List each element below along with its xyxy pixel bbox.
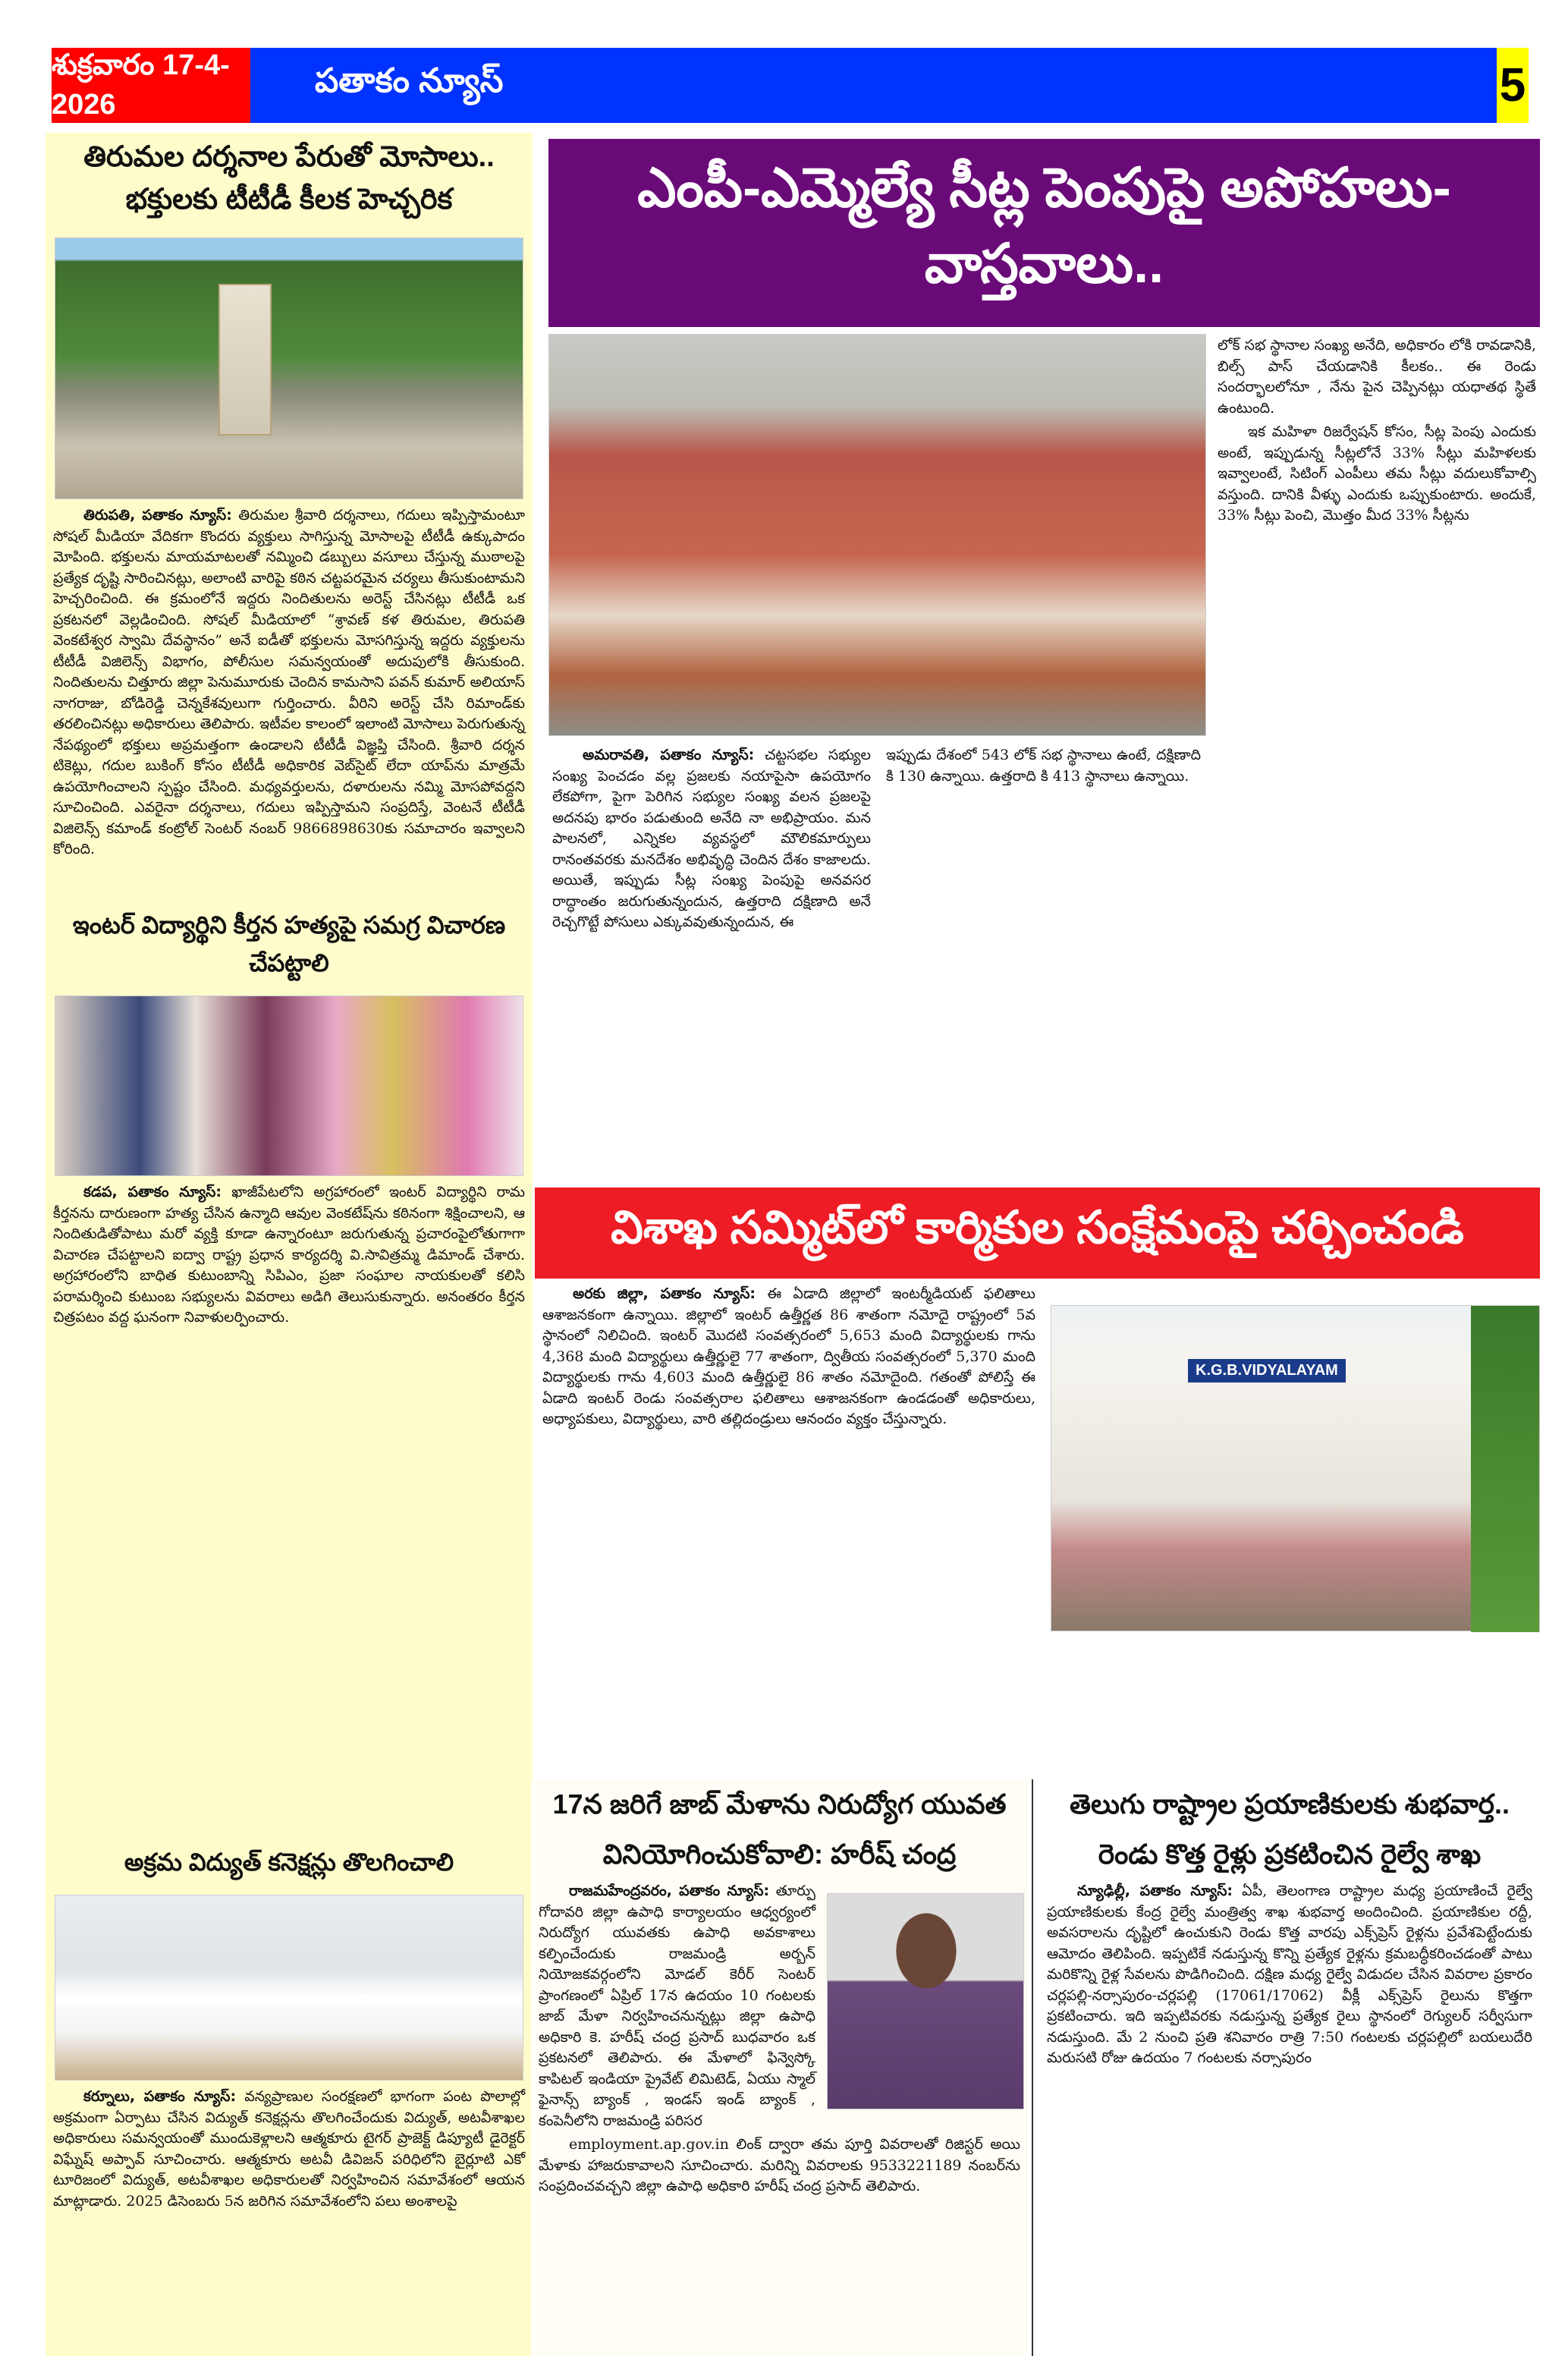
body-text: తూర్పు గోదావరి జిల్లా ఉపాధి కార్యాలయం ఆధ్వర్యంలో నిరుద్యోగ యువతకు ఉపాధి అవకాశాలు కల్పించేందుకు రాజమండ్రి అర్బన్ నియోజకవర్గంలోని మోడల్ కెరీర్ సెంటర్ ప్రాంగణంలో ఏప్రిల్ 17న ఉదయం 10 గంటలకు జాబ్ మేళా నిర్వహించనున్నట్లు జిల్లా ఉపాధి అధికారి కె. హరీష్ చంద్ర ప్రసాద్ బుధవారం ఒక ప్రకటనలో తెలిపారు. ఈ మేళాలో ఫిన్వెస్కో కాపిటల్ ఇండియా ప్రైవేట్ లిమిటెడ్, ఏయు స్మాల్ ఫైనాన్స్ బ్యాంక్ , ఇండస్ ఇండ్ బ్యాంక్ , కంపెనీలోని రాజమండ్రి పరిసర bbox=[539, 1883, 815, 2129]
masthead-date: శుక్రవారం 17-4-2026 bbox=[52, 48, 250, 123]
body-text: ఈ ఏడాది జిల్లాలో ఇంటర్మీడియట్ ఫలితాలు ఆశాజనకంగా ఉన్నాయి. జిల్లాలో ఇంటర్ ఉత్తీర్ణత 86 శాతంగా నమోదై రాష్ట్రంలో 5వ స్థానంలో నిలిచింది. ఇంటర్ మొదటి సంవత్సరంలో 5,653 మంది విద్యార్థులకు గాను 4,368 మంది విద్యార్థులు ఉత్తీర్ణులై 77 శాతంగా, ద్వితీయ సంవత్సరంలో 5,370 మంది విద్యార్థులకు గాను 4,603 మంది ఉత్తీర్ణులై 86 శాతం నమోదైంది. గతంతో పోలిస్తే ఈ ఏడాది ఇంటర్ రెండు సంవత్సరాల ఫలితాలు ఆశాజనకంగా ఉండడంతో అధికారులు, అధ్యాపకులు, విద్యార్థులు, వారి తల్లిదండ్రులు ఆనందం వ్యక్తం చేస్తున్నారు. bbox=[542, 1285, 1035, 1427]
body-text: ఇక మహిళా రిజర్వేషన్ కోసం, సీట్ల పెంపు ఎందుకు అంటే, ఇప్పుడున్న సీట్లలోనే 33% సీట్లు మహిళలకు ఇవ్వాలంటే, సిటింగ్ ఎంపీలు తమ సీట్లు వదులుకోవాల్సి వస్తుంది. దానికి వీళ్ళు ఎందుకు ఒప్పుకుంటారు. అందుకే, 33% సీట్లు పెంచి, మొత్తం మీద 33% సీట్లను bbox=[1218, 423, 1536, 524]
story-rail bbox=[1039, 1779, 1540, 2356]
body-text: తిరుమల శ్రీవారి దర్శనాలు, గదులు ఇప్పిస్తామంటూ సోషల్ మీడియా వేదికగా కొందరు వ్యక్తులు సాగిస్తున్న మోసాలపై టీటీడీ ఉక్కుపాదం మోపింది. భక్తులను మాయమాటలతో నమ్మించి డబ్బులు వసూలు చేస్తున్న ముఠాలపై ప్రత్యేక దృష్టి సారించినట్లు, అలాంటి వారిపై కఠిన చట్టపరమైన చర్యలు తీసుకుంటామని హెచ్చరించింది. ఈ క్రమంలోనే ఇద్దరు నిందితులను అరెస్ట్ చేసినట్లు టీటీడీ ఒక ప్రకటనలో వెల్లడించింది. సోషల్ మీడియాలో “శ్రావణ్ కళ తిరుమల, తిరుపతి వెంకటేశ్వర స్వామి దేవస్థానం” అనే ఐడీతో భక్తులను మోసగిస్తున్న ఇద్దరు వ్యక్తులను టీటీడీ విజిలెన్స్ విభాగం, పోలీసుల సమన్వయంతో అదుపులోకి తీసుకుంది. నిందితులను చిత్తూరు జిల్లా పెనుమూరుకు చెందిన కామసాని పవన్ కుమార్ అలియాస్ నాగరాజు, బోడిరెడ్డి చెన్నకేశవులుగా గుర్తించారు. వీరిని అరెస్ట్ చేసి రిమాండ్‌కు తరలించినట్లు అధికారులు తెలిపారు. ఇటీవల కాలంలో ఇలాంటి మోసాలు పెరుగుతున్న నేపథ్యంలో భక్తులు అప్రమత్తంగా ఉండాలని టీటీడీ విజ్ఞప్తి చేసింది. శ్రీవారి దర్శన టికెట్లు, గదుల బుకింగ్ కోసం టీటీడీ అధికారిక వెబ్‌సైట్ లేదా యాప్‌ను మాత్రమే ఉపయోగించాలని స్పష్టం చేసింది. మధ్యవర్తులను, దళారులను నమ్మి మోసపోవద్దని సూచించింది. ఎవరైనా దర్శనాలు, గదులు ఇప్పిస్తామని సంప్రదిస్తే, వెంటనే టీటీడీ విజిలెన్స్ కమాండ్ కంట్రోల్ సెంటర్ నంబర్ 9866898630కు సమాచారం ఇవ్వాలని కోరింది. bbox=[53, 507, 525, 857]
headline-jobmela bbox=[531, 1779, 1028, 1880]
body-text: ఇప్పుడు దేశంలో 543 లోక్ సభ స్థానాలు ఉంటే, దక్షిణాది కి 130 ఉన్నాయి. ఉత్తరాది కి 413 స్థానాలు ఉన్నాయి. bbox=[886, 747, 1201, 785]
body-text: లోక్ సభ స్థానాల సంఖ్య అనేది, అధికారం లోకి రావడానికి, బిల్స్ పాస్ చేయడానికి కీలకం.. ఈ రెండు సందర్భాలలోనూ , నేను పైన చెప్పినట్లు యధాతథ స్థితే ఉంటుంది. bbox=[1218, 337, 1536, 417]
headline-power: అక్రమ విద్యుత్ కనెక్షన్లు తొలగించాలి bbox=[124, 1848, 454, 1876]
photo-parliament bbox=[548, 334, 1206, 736]
seats-col-1 bbox=[545, 744, 878, 1169]
story-body bbox=[535, 1282, 1043, 1432]
headline-line: 17న జరిగే జాబ్ మేళాను నిరుద్యోగ యువత bbox=[552, 1788, 1007, 1820]
masthead-paper-name: పతాకం న్యూస్ bbox=[250, 48, 1497, 123]
photo-meeting bbox=[55, 1895, 523, 2081]
dateline: కడప, పతాకం న్యూస్: bbox=[83, 1184, 222, 1200]
story-body bbox=[46, 1181, 533, 1330]
photo-protest bbox=[55, 996, 523, 1176]
story-body bbox=[46, 2085, 533, 2213]
dateline: తిరుపతి, పతాకం న్యూస్: bbox=[83, 507, 232, 524]
story-power bbox=[46, 1840, 533, 2213]
photo-harish-chandra bbox=[827, 1893, 1024, 2109]
headline-visakha: విశాఖ సమ్మిట్‌లో కార్మికుల సంక్షేమంపై చర్చించండి bbox=[535, 1188, 1540, 1279]
body-text: వన్యప్రాణుల సంరక్షణలో భాగంగా పంట పొలాల్లో అక్రమంగా ఏర్పాటు చేసిన విద్యుత్ కనెక్షన్లను తొలగించేందుకు విద్యుత్, అటవీశాఖల అధికారులు సమన్వయంతో ముందుకెళ్లాలని ఆత్మకూరు టైగర్ ప్రాజెక్ట్ డిప్యూటీ డైరెక్టర్ విఘ్నేష్ అప్పావ్ సూచించారు. ఆత్మకూరు అటవీ డివిజన్ పరిధిలోని బైర్లూటి ఎకో టూరిజంలో విద్యుత్, అటవీశాఖల అధికారులతో నిర్వహించిన సమావేశంలో ఆయన మాట్లాడారు. 2025 డిసెంబరు 5న జరిగిన సమావేశంలోని పలు అంశాలపై bbox=[53, 2088, 525, 2210]
seats-col-3 bbox=[1210, 334, 1544, 1169]
story-ttd bbox=[46, 133, 533, 862]
visakha-text bbox=[535, 1282, 1043, 1760]
dateline: అరకు జిల్లా, పతాకం న్యూస్: bbox=[573, 1285, 756, 1302]
school-sign: K.G.B.VIDYALAYAM bbox=[1188, 1359, 1346, 1383]
body-text: ఖాజీపేటలోని అగ్రహారంలో ఇంటర్ విద్యార్థిని రామ కీర్తనను దారుణంగా హత్య చేసిన ఉన్మాది ఆవుల వెంకటేష్‌ను కఠినంగా శిక్షించాలని, ఆ నిందితుడితోపాటు మరో వ్యక్తి కూడా ఉన్నారంటూ జరుగుతున్న ప్రచారంపైలోతుగాగా విచారణ చేపట్టాలని ఐద్వా రాష్ట్ర ప్రధాన కార్యదర్శి వి.సావిత్రమ్మ డిమాండ్ చేశారు. అగ్రహారంలోని బాధిత కుటుంబాన్ని సిపిఎం, ప్రజా సంఘాల నాయకులతో కలిసి పరామర్శించి కుటుంబ సభ్యులను వివరాలు అడిగి తెలుసుకున్నారు. అనంతరం కీర్తన చిత్రపటం వద్ద ఘనంగా నివాళులర్పించారు. bbox=[53, 1184, 525, 1326]
story-body bbox=[1039, 1880, 1540, 2071]
column-divider bbox=[1032, 1779, 1033, 2356]
dateline: అమరావతి, పతాకం న్యూస్: bbox=[583, 747, 755, 763]
seats-col-2 bbox=[878, 744, 1208, 1169]
headline-line: తిరుమల దర్శనాల పేరుతో మోసాలు.. bbox=[83, 141, 495, 173]
story-jobmela bbox=[531, 1779, 1028, 2356]
body-text: ఏపీ, తెలంగాణ రాష్ట్రాల మధ్య ప్రయాణించే రైల్వే ప్రయాణికులకు కేంద్ర రైల్వే మంత్రిత్వ శాఖ శుభవార్త అందించింది. ప్రయాణికుల రద్దీ, అవసరాలను దృష్టిలో ఉంచుకుని రెండు కొత్త వారపు ఎక్స్‌ప్రెస్ రైళ్లను ప్రవేశపెట్టేందుకు ఆమోదం తెలిపింది. ఇప్పటికే నడుస్తున్న కొన్ని ప్రత్యేక రైళ్లను క్రమబద్ధీకరించడంతో పాటు మరికొన్ని రైళ్ల సేవలను పొడిగించింది. దక్షిణ మధ్య రైల్వే విడుదల చేసిన వివరాల ప్రకారం చర్లపల్లి-నర్సాపురం-చర్లపల్లి (17061/17062) వీక్లీ ఎక్స్‌ప్రెస్ రైలును కొత్తగా ప్రకటించారు. ఇది ఇప్పటివరకు నడుస్తున్న ప్రత్యేక రైలు స్థానంలో రెగ్యులర్ సర్వీసుగా నడుస్తుంది. మే 2 నుంచి ప్రతి శనివారం రాత్రి 7:50 గంటలకు చర్లపల్లిలో బయలుదేరి మరుసటి రోజు ఉదయం 7 గంటలకు నర్సాపురం bbox=[1047, 1883, 1533, 2066]
story-body bbox=[46, 504, 533, 862]
headline-rail bbox=[1039, 1779, 1540, 1880]
body-text: చట్టసభల సభ్యుల సంఖ్య పెంచడం వల్ల ప్రజలకు నయాపైసా ఉపయోగం లేకపోగా, పైగా పెరిగిన సభ్యుల సంఖ్య వలన ప్రజలపై అదనపు భారం పడుతుంది అనేది నా అభిప్రాయం. మన పాలనలో, ఎన్నికల వ్యవస్థలో మౌలికమార్పులు రానంతవరకు మనదేశం అభివృద్ధి చెందిన దేశం కాజాలదు. అయితే, ఇప్పుడు సీట్ల సంఖ్య పెంపుపై అనవసర రాద్ధాంతం జరుగుతున్నందున, ఉత్తరాది దక్షిణాది అనే రెచ్చగొట్టే పోసులు ఎక్కువవుతున్నందున, ఈ bbox=[552, 747, 871, 930]
dateline: కర్నూలు, పతాకం న్యూస్: bbox=[83, 2088, 237, 2105]
headline-keerthana: ఇంటర్ విద్యార్థిని కీర్తన హత్యపై సమగ్ర విచారణ చేపట్టాలి bbox=[72, 911, 506, 977]
photo-kgb-school bbox=[1051, 1305, 1540, 1631]
headline-line: తెలుగు రాష్ట్రాల ప్రయాణికులకు శుభవార్త.. bbox=[1069, 1788, 1510, 1820]
story-body bbox=[545, 744, 878, 935]
headline-line: భక్తులకు టీటీడీ కీలక హెచ్చరిక bbox=[125, 184, 453, 215]
body-text: employment.ap.gov.in లింక్ ద్వారా తమ పూర్తి వివరాలతో రిజిస్టర్ అయి మేళాకు హాజరుకావాలని సూచించారు. మరిన్ని వివరాలకు 9533221189 నంబర్‌ను సంప్రదించవచ్చని జిల్లా ఉపాధి అధికారి హరీష్ చంద్ర ప్రసాద్ తెలిపారు. bbox=[539, 2136, 1020, 2194]
headline-line: రెండు కొత్త రైళ్లు ప్రకటించిన రైల్వే శాఖ bbox=[1098, 1839, 1482, 1870]
page-number: 5 bbox=[1497, 48, 1529, 123]
headline-ttd bbox=[46, 133, 533, 224]
photo-tirumala-temple bbox=[55, 238, 523, 499]
left-column bbox=[46, 133, 533, 2356]
story-keerthana bbox=[46, 903, 533, 1330]
headline-line: వినియోగించుకోవాలి: హరీష్ చంద్ర bbox=[602, 1839, 957, 1870]
dateline: రాజమహేంద్రవరం, పతాకం న్యూస్: bbox=[569, 1883, 770, 1899]
dateline: న్యూఢిల్లీ, పతాకం న్యూస్: bbox=[1077, 1883, 1233, 1899]
headline-seats: ఎంపీ-ఎమ్మెల్యే సీట్ల పెంపుపై అపోహలు-వాస్తవాలు.. bbox=[548, 139, 1540, 327]
